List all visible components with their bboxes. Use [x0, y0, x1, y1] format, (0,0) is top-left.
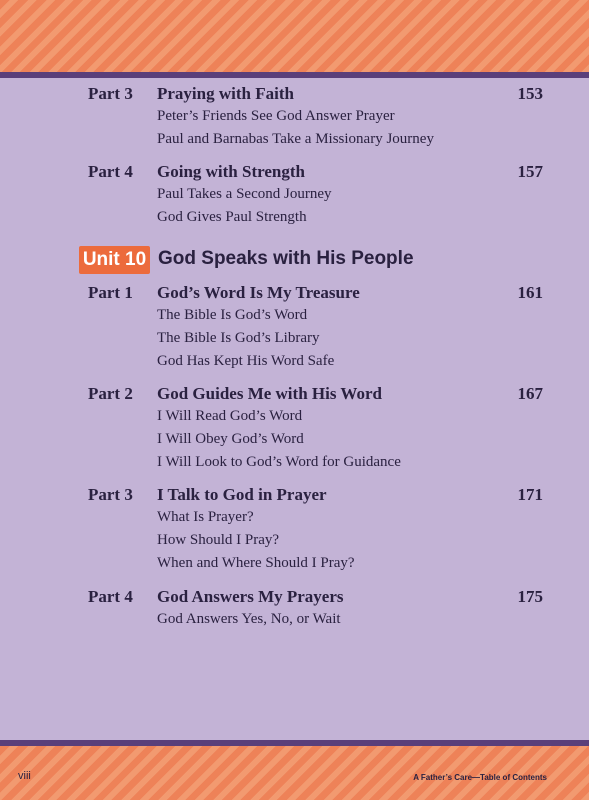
part-page-number: 161 — [517, 283, 543, 302]
lesson-item: How Should I Pray? — [157, 532, 280, 548]
part-label: Part 4 — [88, 162, 133, 181]
lesson-item: The Bible Is God’s Word — [157, 307, 308, 323]
part-title: Going with Strength — [157, 162, 305, 181]
lesson-item: God Answers Yes, No, or Wait — [157, 611, 341, 627]
page-number: viii — [18, 770, 31, 782]
lesson-item: What Is Prayer? — [157, 509, 254, 525]
lesson-item: Peter’s Friends See God Answer Prayer — [157, 108, 395, 124]
lesson-item: God Gives Paul Strength — [157, 209, 307, 225]
running-title-book: A Father’s Care — [413, 773, 473, 782]
part-title: God Answers My Prayers — [157, 587, 344, 606]
part-label: Part 1 — [88, 283, 133, 302]
part-title: God Guides Me with His Word — [157, 384, 382, 403]
lesson-item: God Has Kept His Word Safe — [157, 353, 335, 369]
part-page-number: 175 — [517, 587, 543, 606]
lesson-item: Paul and Barnabas Take a Missionary Journey — [157, 131, 434, 147]
part-label: Part 4 — [88, 587, 133, 606]
part-page-number: 153 — [517, 84, 543, 103]
part-page-number: 167 — [517, 384, 543, 403]
lesson-item: When and Where Should I Pray? — [157, 555, 355, 571]
lesson-item: I Will Look to God’s Word for Guidance — [157, 454, 401, 470]
part-label: Part 3 — [88, 84, 133, 103]
running-title-section: —Table of Contents — [472, 773, 547, 782]
part-page-number: 157 — [517, 162, 543, 181]
part-title: God’s Word Is My Treasure — [157, 283, 360, 302]
part-page-number: 171 — [517, 485, 543, 504]
part-title: I Talk to God in Prayer — [157, 485, 327, 504]
unit-title: God Speaks with His People — [158, 248, 414, 269]
unit-badge: Unit 10 — [79, 246, 150, 274]
part-label: Part 2 — [88, 384, 133, 403]
lesson-item: The Bible Is God’s Library — [157, 330, 320, 346]
lesson-item: Paul Takes a Second Journey — [157, 186, 332, 202]
part-label: Part 3 — [88, 485, 133, 504]
lesson-item: I Will Read God’s Word — [157, 408, 303, 424]
running-title — [413, 773, 547, 782]
part-title: Praying with Faith — [157, 84, 294, 103]
top-decorative-band — [0, 0, 589, 72]
lesson-item: I Will Obey God’s Word — [157, 431, 304, 447]
